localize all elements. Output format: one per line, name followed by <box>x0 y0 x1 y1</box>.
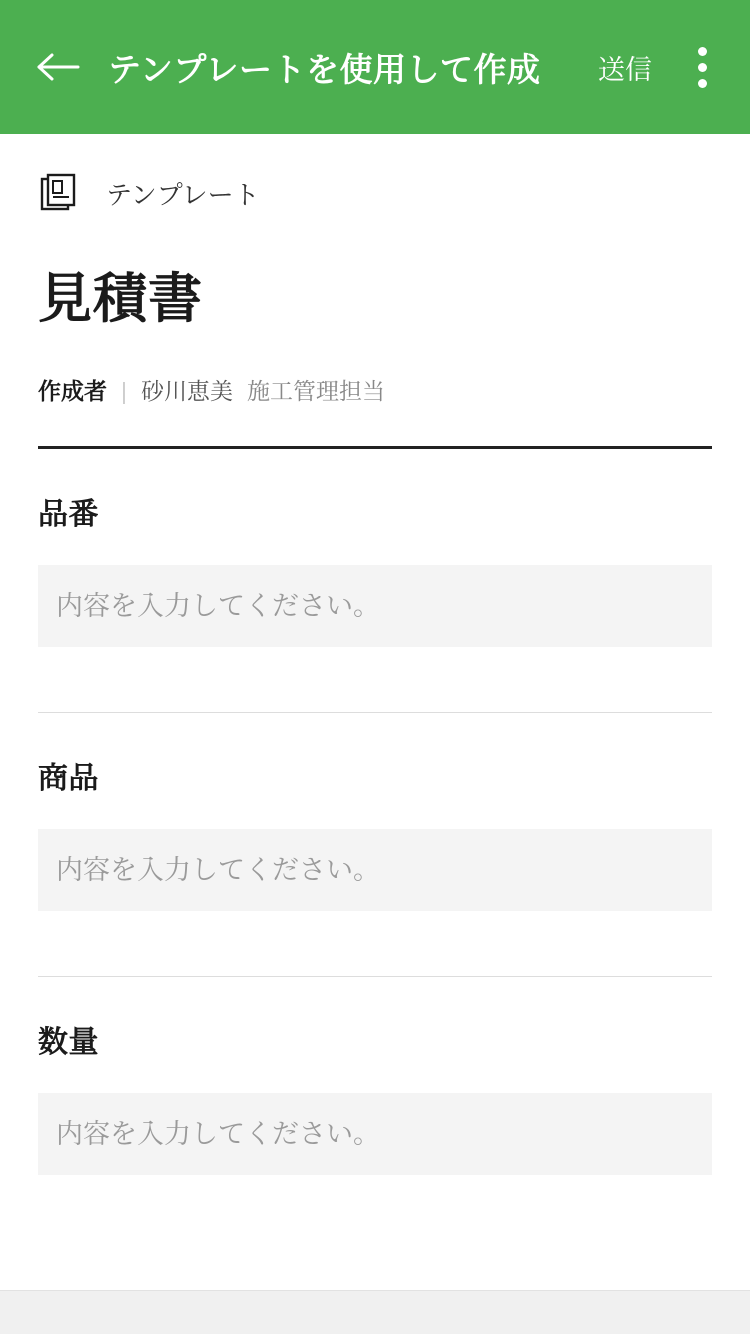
field-label: 商品 <box>38 762 99 795</box>
app-bar-title: テンプレートを使用して作成 <box>108 50 541 88</box>
overflow-dot <box>698 63 707 72</box>
arrow-left-icon <box>36 51 80 83</box>
field-input-hinban[interactable] <box>38 565 712 647</box>
author-separator: | <box>121 378 127 404</box>
field-block-hinban <box>38 449 712 647</box>
send-button[interactable]: 送信 <box>598 54 652 85</box>
field-input-shohin[interactable] <box>38 829 712 911</box>
template-document-icon <box>38 171 82 215</box>
author-label: 作成者 <box>38 378 107 404</box>
author-row <box>38 373 712 406</box>
field-label: 品番 <box>38 498 99 531</box>
back-button[interactable] <box>30 39 86 95</box>
field-input-suryo[interactable] <box>38 1093 712 1175</box>
overflow-dot <box>698 47 707 56</box>
template-row <box>38 134 712 230</box>
field-block-suryo <box>38 977 712 1175</box>
template-label: テンプレート <box>106 179 260 210</box>
author-name: 砂川恵美 <box>140 378 233 404</box>
overflow-dot <box>698 79 707 88</box>
app-bar <box>0 0 750 134</box>
more-vertical-icon[interactable] <box>680 39 724 95</box>
bottom-strip <box>0 1290 750 1334</box>
form-content <box>0 134 750 1334</box>
author-role: 施工管理担当 <box>246 378 385 404</box>
field-label: 数量 <box>38 1026 99 1059</box>
document-title: 見積書 <box>38 269 203 329</box>
field-block-shohin <box>38 713 712 911</box>
